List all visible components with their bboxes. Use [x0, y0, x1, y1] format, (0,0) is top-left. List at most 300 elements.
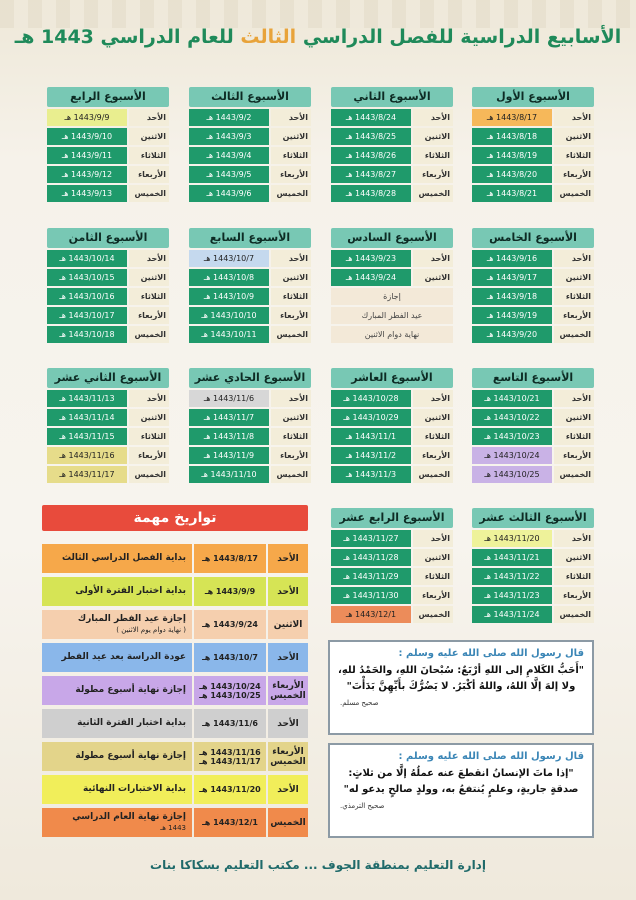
- day-name: الاثنين: [271, 409, 311, 426]
- day-date: 1443/9/11 هـ: [47, 147, 127, 164]
- day-date: 1443/8/18 هـ: [472, 128, 552, 145]
- week-day-row: [47, 409, 169, 426]
- day-date: 1443/10/14 هـ: [47, 250, 127, 267]
- week-day-row: [189, 307, 311, 324]
- day-name: الاثنين: [554, 128, 594, 145]
- important-event-text: عودة الدراسة بعد عيد الفطر: [61, 652, 186, 662]
- important-date: [194, 544, 266, 573]
- important-date-value: 1443/8/17 هـ: [202, 554, 258, 563]
- important-date: [194, 709, 266, 738]
- week-card: [472, 508, 594, 623]
- day-date: 1443/11/23 هـ: [472, 587, 552, 604]
- day-date: 1443/8/26 هـ: [331, 147, 411, 164]
- important-event: [42, 676, 192, 705]
- day-date: 1443/11/17 هـ: [47, 466, 127, 483]
- day-name: الثلاثاء: [413, 428, 453, 445]
- day-name: الخميس: [413, 466, 453, 483]
- important-date: [194, 643, 266, 672]
- important-date-row: [42, 742, 308, 771]
- day-date: 1443/10/15 هـ: [47, 269, 127, 286]
- day-name: الاثنين: [554, 549, 594, 566]
- week-day-row: [472, 128, 594, 145]
- important-date-row: [42, 610, 308, 639]
- important-day: الأربعاء الخميس: [268, 742, 308, 771]
- important-event-text: إجازة نهاية العام الدراسي: [72, 811, 186, 822]
- important-date-row: [42, 709, 308, 738]
- day-date: 1443/10/10 هـ: [189, 307, 269, 324]
- day-name: الثلاثاء: [129, 428, 169, 445]
- day-name: الثلاثاء: [554, 568, 594, 585]
- day-name: الأحد: [413, 390, 453, 407]
- day-name: الأحد: [129, 390, 169, 407]
- important-event: [42, 709, 192, 738]
- day-name: الخميس: [129, 185, 169, 202]
- week-day-row: [331, 530, 453, 547]
- day-name: الأحد: [413, 530, 453, 547]
- important-date-value: 1443/10/24 هـ: [199, 681, 261, 691]
- day-name: الثلاثاء: [129, 147, 169, 164]
- important-event: [42, 577, 192, 606]
- week-title: الأسبوع الثامن: [47, 228, 169, 248]
- hadith-1-body: "أَحَبُّ الكَلامِ إلى اللهِ أرْبَعٌ: سُبْحانَ اللهِ، والحَمْدُ للهِ، ولا إلهَ إلَّا اللهُ، واللهُ أكْبَرُ. لا يَضُرُّكَ بأَيِّهِنَّ بَدَأْتَ": [338, 665, 584, 692]
- day-date: 1443/11/30 هـ: [331, 587, 411, 604]
- week-day-row: [331, 128, 453, 145]
- day-date: 1443/11/1 هـ: [331, 428, 411, 445]
- day-name: الأحد: [554, 250, 594, 267]
- important-event: [42, 544, 192, 573]
- week-card: [331, 228, 453, 343]
- week-day-row: [472, 307, 594, 324]
- day-name: الخميس: [129, 326, 169, 343]
- week-title: الأسبوع الرابع عشر: [331, 508, 453, 528]
- day-name: الأحد: [554, 109, 594, 126]
- day-date: 1443/11/20 هـ: [472, 530, 552, 547]
- day-date: 1443/9/3 هـ: [189, 128, 269, 145]
- title-main: الأسابيع الدراسية للفصل الدراسي: [302, 26, 622, 48]
- important-date-value: 1443/11/16 هـ: [199, 747, 261, 757]
- day-date: 1443/9/6 هـ: [189, 185, 269, 202]
- day-date: 1443/10/9 هـ: [189, 288, 269, 305]
- day-date: 1443/10/8 هـ: [189, 269, 269, 286]
- important-event: [42, 610, 192, 639]
- day-name: الأربعاء: [554, 587, 594, 604]
- day-date: 1443/11/27 هـ: [331, 530, 411, 547]
- week-day-row: [331, 606, 453, 623]
- day-date: 1443/8/17 هـ: [472, 109, 552, 126]
- day-name: الثلاثاء: [554, 288, 594, 305]
- week-title: الأسبوع الثاني: [331, 87, 453, 107]
- day-date: 1443/9/24 هـ: [331, 269, 411, 286]
- important-date-row: [42, 676, 308, 705]
- day-date: 1443/10/17 هـ: [47, 307, 127, 324]
- day-name: الأربعاء: [271, 447, 311, 464]
- important-date-value: 1443/12/1 هـ: [202, 818, 258, 827]
- week-day-row: [472, 568, 594, 585]
- day-name: الخميس: [413, 606, 453, 623]
- important-event-subtext: 1443 هـ: [160, 823, 186, 832]
- day-name: الأحد: [271, 109, 311, 126]
- day-name: الثلاثاء: [129, 288, 169, 305]
- week-day-row: [47, 466, 169, 483]
- week-day-row: [189, 128, 311, 145]
- day-date: 1443/11/9 هـ: [189, 447, 269, 464]
- week-day-row: [331, 250, 453, 267]
- day-date: 1443/9/12 هـ: [47, 166, 127, 183]
- week-card: [331, 508, 453, 623]
- day-date: 1443/8/19 هـ: [472, 147, 552, 164]
- week-day-row: [472, 587, 594, 604]
- week-day-row: [472, 428, 594, 445]
- day-date: 1443/11/14 هـ: [47, 409, 127, 426]
- important-date-row: [42, 544, 308, 573]
- day-name: الأحد: [554, 390, 594, 407]
- week-day-row: [47, 390, 169, 407]
- title-highlight: الثالث: [240, 26, 297, 48]
- day-date: 1443/10/21 هـ: [472, 390, 552, 407]
- important-date-row: [42, 775, 308, 804]
- important-date: [194, 775, 266, 804]
- day-name: الخميس: [413, 185, 453, 202]
- week-day-row: [189, 166, 311, 183]
- day-date: 1443/11/13 هـ: [47, 390, 127, 407]
- important-date: [194, 742, 266, 771]
- week-day-row: [472, 409, 594, 426]
- week-card: [331, 368, 453, 483]
- important-day: الاثنين: [268, 610, 308, 639]
- week-day-row: [189, 250, 311, 267]
- important-event: [42, 808, 192, 837]
- day-date: 1443/10/23 هـ: [472, 428, 552, 445]
- week-day-row: [472, 606, 594, 623]
- day-name: الأحد: [129, 109, 169, 126]
- day-date: 1443/11/29 هـ: [331, 568, 411, 585]
- day-date: 1443/10/18 هـ: [47, 326, 127, 343]
- important-date: [194, 577, 266, 606]
- important-day: الأحد: [268, 643, 308, 672]
- day-date: 1443/11/3 هـ: [331, 466, 411, 483]
- week-day-row: [472, 466, 594, 483]
- important-date-value: 1443/10/7 هـ: [202, 653, 258, 662]
- week-day-row: [189, 466, 311, 483]
- week-day-row: [472, 326, 594, 343]
- week-day-row: [189, 147, 311, 164]
- day-date: 1443/9/18 هـ: [472, 288, 552, 305]
- day-date: 1443/9/13 هـ: [47, 185, 127, 202]
- important-event-text: بداية اختبار الفترة الأولى: [75, 586, 186, 596]
- week-day-row: [47, 185, 169, 202]
- day-name: الاثنين: [413, 269, 453, 286]
- important-date-row: [42, 577, 308, 606]
- day-name: الأربعاء: [129, 307, 169, 324]
- day-name: الأربعاء: [554, 307, 594, 324]
- week-day-row: [331, 269, 453, 286]
- week-day-row: [189, 326, 311, 343]
- week-card: [331, 87, 453, 202]
- week-day-row: [331, 428, 453, 445]
- week-day-row: [472, 185, 594, 202]
- important-event: [42, 742, 192, 771]
- day-date: 1443/11/28 هـ: [331, 549, 411, 566]
- day-date: 1443/11/24 هـ: [472, 606, 552, 623]
- day-date: 1443/11/2 هـ: [331, 447, 411, 464]
- day-date: 1443/10/16 هـ: [47, 288, 127, 305]
- important-date-row: [42, 643, 308, 672]
- week-day-row: [189, 109, 311, 126]
- day-name: الأحد: [271, 250, 311, 267]
- important-date: [194, 610, 266, 639]
- decorative-pattern: [0, 0, 636, 28]
- important-date-value: 1443/11/17 هـ: [199, 756, 261, 766]
- important-event-text: بداية الفصل الدراسي الثالث: [61, 553, 186, 563]
- week-day-row: [47, 109, 169, 126]
- day-name: الأحد: [271, 390, 311, 407]
- day-name: الخميس: [271, 326, 311, 343]
- day-date: 1443/10/7 هـ: [189, 250, 269, 267]
- day-name: الأحد: [129, 250, 169, 267]
- day-date: 1443/11/6 هـ: [189, 390, 269, 407]
- week-card: [189, 228, 311, 343]
- day-date: 1443/11/8 هـ: [189, 428, 269, 445]
- week-day-row: [472, 250, 594, 267]
- important-event-text: إجازة عيد الفطر المبارك: [77, 613, 186, 624]
- hadith-box-2: [328, 743, 594, 838]
- week-day-row: [331, 147, 453, 164]
- week-day-row: [47, 307, 169, 324]
- week-day-row: [47, 447, 169, 464]
- day-name: الثلاثاء: [413, 568, 453, 585]
- week-day-row: [472, 166, 594, 183]
- week-card: [189, 368, 311, 483]
- day-date: 1443/9/2 هـ: [189, 109, 269, 126]
- week-note: إجازة: [331, 288, 453, 305]
- week-day-row: [331, 390, 453, 407]
- important-day: الأحد: [268, 544, 308, 573]
- week-day-row: [331, 409, 453, 426]
- week-day-row: [472, 288, 594, 305]
- important-date-value: 1443/9/9 هـ: [204, 587, 256, 596]
- week-title: الأسبوع الثالث: [189, 87, 311, 107]
- day-date: 1443/11/22 هـ: [472, 568, 552, 585]
- week-day-row: [472, 269, 594, 286]
- day-date: 1443/8/28 هـ: [331, 185, 411, 202]
- day-date: 1443/10/24 هـ: [472, 447, 552, 464]
- important-day: الأحد: [268, 775, 308, 804]
- week-title: الأسبوع الثالث عشر: [472, 508, 594, 528]
- week-note-row: [331, 307, 453, 324]
- week-day-row: [331, 549, 453, 566]
- day-date: 1443/10/25 هـ: [472, 466, 552, 483]
- week-day-row: [189, 288, 311, 305]
- day-name: الثلاثاء: [271, 428, 311, 445]
- day-name: الأربعاء: [413, 447, 453, 464]
- week-day-row: [472, 109, 594, 126]
- day-name: الثلاثاء: [554, 147, 594, 164]
- day-name: الاثنين: [129, 269, 169, 286]
- important-date-value: 1443/11/20 هـ: [199, 785, 261, 794]
- day-name: الأحد: [413, 250, 453, 267]
- day-date: 1443/12/1 هـ: [331, 606, 411, 623]
- important-day: الأحد: [268, 577, 308, 606]
- day-name: الخميس: [271, 185, 311, 202]
- day-name: الثلاثاء: [271, 288, 311, 305]
- week-day-row: [189, 428, 311, 445]
- day-date: 1443/11/10 هـ: [189, 466, 269, 483]
- hadith-2-title: قال رسول الله صلى الله عليه وسلم :: [398, 751, 584, 762]
- important-date-value: 1443/11/6 هـ: [202, 719, 258, 728]
- day-date: 1443/8/27 هـ: [331, 166, 411, 183]
- week-card: [189, 87, 311, 202]
- day-name: الثلاثاء: [554, 428, 594, 445]
- week-day-row: [331, 466, 453, 483]
- week-day-row: [331, 166, 453, 183]
- day-name: الثلاثاء: [271, 147, 311, 164]
- week-day-row: [47, 250, 169, 267]
- important-event-text: بداية الاختبارات النهائية: [82, 784, 186, 794]
- day-name: الاثنين: [129, 128, 169, 145]
- week-day-row: [472, 549, 594, 566]
- day-name: الاثنين: [554, 409, 594, 426]
- day-date: 1443/9/23 هـ: [331, 250, 411, 267]
- day-date: 1443/9/4 هـ: [189, 147, 269, 164]
- hadith-1-source: صحيح مسلم.: [340, 699, 379, 707]
- day-date: 1443/9/17 هـ: [472, 269, 552, 286]
- day-name: الأربعاء: [271, 166, 311, 183]
- week-day-row: [47, 128, 169, 145]
- week-day-row: [189, 409, 311, 426]
- week-card: [472, 228, 594, 343]
- day-date: 1443/9/16 هـ: [472, 250, 552, 267]
- day-name: الأربعاء: [413, 587, 453, 604]
- important-event-text: إجازة نهاية أسبوع مطولة: [75, 685, 186, 695]
- week-day-row: [472, 390, 594, 407]
- day-date: 1443/8/25 هـ: [331, 128, 411, 145]
- week-title: الأسبوع الثاني عشر: [47, 368, 169, 388]
- important-day: الخميس: [268, 808, 308, 837]
- day-name: الأربعاء: [129, 166, 169, 183]
- day-date: 1443/10/22 هـ: [472, 409, 552, 426]
- week-day-row: [47, 147, 169, 164]
- day-name: الاثنين: [271, 128, 311, 145]
- day-date: 1443/8/24 هـ: [331, 109, 411, 126]
- day-name: الأربعاء: [554, 166, 594, 183]
- week-card: [47, 228, 169, 343]
- hadith-2-source: صحيح الترمذي.: [340, 802, 385, 810]
- week-title: الأسبوع الأول: [472, 87, 594, 107]
- day-date: 1443/10/11 هـ: [189, 326, 269, 343]
- week-day-row: [47, 428, 169, 445]
- week-card: [47, 368, 169, 483]
- week-title: الأسبوع الحادي عشر: [189, 368, 311, 388]
- week-day-row: [47, 269, 169, 286]
- week-day-row: [331, 447, 453, 464]
- week-title: الأسبوع السادس: [331, 228, 453, 248]
- week-day-row: [472, 447, 594, 464]
- important-date-row: [42, 808, 308, 837]
- footer: إدارة التعليم بمنطقة الجوف ... مكتب التعليم بسكاكا بنات: [150, 858, 486, 872]
- day-name: الاثنين: [413, 128, 453, 145]
- day-name: الثلاثاء: [413, 147, 453, 164]
- day-date: 1443/8/21 هـ: [472, 185, 552, 202]
- day-date: 1443/8/20 هـ: [472, 166, 552, 183]
- important-event: [42, 643, 192, 672]
- important-date: [194, 676, 266, 705]
- week-card: [472, 87, 594, 202]
- day-name: الاثنين: [554, 269, 594, 286]
- week-title: الأسبوع السابع: [189, 228, 311, 248]
- day-date: 1443/11/15 هـ: [47, 428, 127, 445]
- week-title: الأسبوع الخامس: [472, 228, 594, 248]
- day-name: الأربعاء: [129, 447, 169, 464]
- week-day-row: [472, 147, 594, 164]
- day-date: 1443/9/20 هـ: [472, 326, 552, 343]
- day-name: الأربعاء: [554, 447, 594, 464]
- important-event-subtext: ( نهاية دوام يوم الاثنين ): [116, 625, 186, 634]
- day-date: 1443/9/5 هـ: [189, 166, 269, 183]
- important-day: الأربعاء الخميس: [268, 676, 308, 705]
- week-day-row: [47, 166, 169, 183]
- important-event-text: إجازة نهاية أسبوع مطولة: [75, 751, 186, 761]
- week-day-row: [472, 530, 594, 547]
- day-date: 1443/9/10 هـ: [47, 128, 127, 145]
- hadith-2-body: "إذا ماتَ الإنسانُ انقطعَ عنه عملُهُ إلَّا من ثلاثٍ: صدقةٍ جاريةٍ، وعلمٍ يُنتفعُ به، وولدٍ صالحٍ يدعو له": [343, 768, 579, 795]
- day-name: الأحد: [554, 530, 594, 547]
- day-date: 1443/11/21 هـ: [472, 549, 552, 566]
- week-day-row: [189, 185, 311, 202]
- week-day-row: [189, 447, 311, 464]
- hadith-1-title: قال رسول الله صلى الله عليه وسلم :: [398, 648, 584, 659]
- week-note-row: [331, 326, 453, 343]
- important-event-text: بداية اختبار الفترة الثانية: [77, 718, 186, 728]
- week-day-row: [189, 269, 311, 286]
- week-day-row: [331, 568, 453, 585]
- important-date-value: 1443/10/25 هـ: [199, 690, 261, 700]
- week-title: الأسبوع العاشر: [331, 368, 453, 388]
- day-name: الاثنين: [413, 549, 453, 566]
- day-date: 1443/11/7 هـ: [189, 409, 269, 426]
- day-name: الخميس: [554, 606, 594, 623]
- important-date-value: 1443/9/24 هـ: [202, 620, 258, 629]
- hadith-box-1: [328, 640, 594, 735]
- day-date: 1443/10/28 هـ: [331, 390, 411, 407]
- day-name: الخميس: [554, 466, 594, 483]
- day-date: 1443/11/16 هـ: [47, 447, 127, 464]
- day-name: الاثنين: [129, 409, 169, 426]
- important-event: [42, 775, 192, 804]
- week-day-row: [189, 390, 311, 407]
- day-name: الاثنين: [413, 409, 453, 426]
- day-date: 1443/9/19 هـ: [472, 307, 552, 324]
- week-day-row: [331, 587, 453, 604]
- day-name: الخميس: [554, 326, 594, 343]
- important-dates-title: تواريخ مهمة: [42, 505, 308, 531]
- title-tail: للعام الدراسي 1443 هـ: [14, 26, 234, 48]
- day-name: الأربعاء: [271, 307, 311, 324]
- important-date: [194, 808, 266, 837]
- day-name: الأحد: [413, 109, 453, 126]
- day-name: الاثنين: [271, 269, 311, 286]
- day-name: الخميس: [271, 466, 311, 483]
- page-title: [0, 26, 636, 48]
- week-note: نهاية دوام الاثنين: [331, 326, 453, 343]
- day-name: الأربعاء: [413, 166, 453, 183]
- week-title: الأسبوع التاسع: [472, 368, 594, 388]
- week-card: [47, 87, 169, 202]
- week-day-row: [47, 326, 169, 343]
- day-name: الخميس: [129, 466, 169, 483]
- week-day-row: [47, 288, 169, 305]
- week-note: عيد الفطر المبارك: [331, 307, 453, 324]
- week-title: الأسبوع الرابع: [47, 87, 169, 107]
